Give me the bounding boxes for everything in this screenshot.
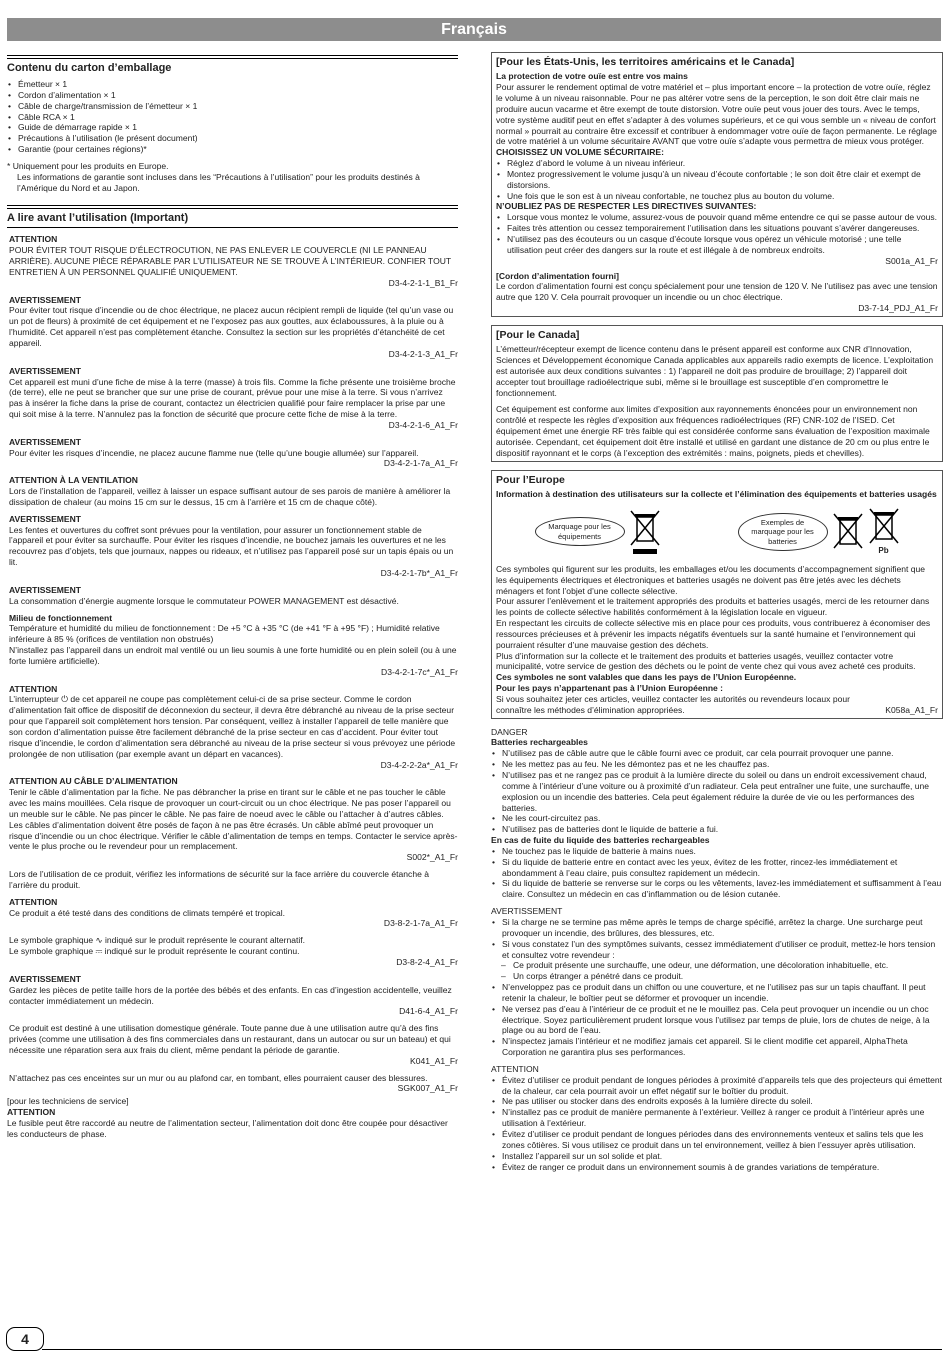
list-item: • Ne pas utiliser ou stocker dans des endroits exposés à la lumière directe du soleil.: [491, 1096, 943, 1107]
caution-section: [491, 1064, 943, 1172]
reference-code: D3-7-14_PDJ_A1_Fr: [858, 303, 938, 314]
list-item: • Câble de charge/transmission de l’émetteur × 1: [7, 101, 458, 112]
block-heading: AVERTISSEMENT: [9, 584, 82, 595]
list-item: • Garantie (pour certaines régions)*: [7, 144, 458, 155]
list-item: • Réglez d’abord le volume à un niveau inférieur.: [496, 158, 938, 169]
caution-title: ATTENTION: [491, 1063, 539, 1074]
disposal-symbols: [496, 500, 938, 564]
important-title: A lire avant l’utilisation (Important): [7, 212, 189, 225]
block-text: Gardez les pièces de petite taille hors de la portée des bébés et des enfants. En cas d’ingestion accidentelle, veuillez contacter immédiatement un médecin.: [9, 984, 452, 1006]
danger-title: DANGER: [491, 726, 528, 737]
reference-code: S001a_A1_Fr: [885, 255, 938, 266]
block-text: Température et humidité du milieu de fonctionnement : De +5 °C à +35 °C (de +41 °F à +95 °F) ; Humidité relative inférieure à 85 % (orifices de ventilation non obstrués): [9, 623, 440, 645]
reference-code: D3-8-2-4_A1_Fr: [396, 957, 458, 967]
battery-marking-bubble: Exemples de marquage pour les batteries: [738, 513, 828, 552]
warning-list: [491, 917, 943, 960]
contents-section: [7, 55, 458, 193]
reference-code: K041_A1_Fr: [410, 1055, 458, 1066]
list-item: • Ne les court-circuitez pas.: [491, 813, 943, 824]
canada-text: Cet équipement est conforme aux limites d’exposition aux rayonnements énoncées pour un environnement non contrôlé et respecte les règles d’exposition aux fréquences radioélectriques (RF) CNR-102 de l’ISED. Cet équipement émet une énergie RF très faible qui est considérée conforme sans évaluation de l’exposition maximale autorisée. Cependant, cet équipement doit être installé et utilisé en gardant une distance de 20 cm ou plus entre le dispositif rayonnant et le corps (à l’exception des extrémités : mains, poignets, pieds et chevilles).: [496, 404, 930, 458]
block-heading: ATTENTION AU CÂBLE D’ALIMENTATION: [9, 776, 178, 787]
technicians-label: [pour les techniciens de service]: [7, 1096, 129, 1107]
list-item: – Ce produit présente une surchauffe, une odeur, une déformation, une décoloration inhabituelle, etc.: [491, 960, 943, 971]
paragraph: Ces symboles qui figurent sur les produits, les emballages et/ou les documents d’accompagnement signifient que les équipements électriques et électroniques et batteries usagés ne doivent pas être jetés avec les déchets ménagers et font l’objet d’une collecte sélective.: [496, 563, 926, 596]
europe-title: Pour l’Europe: [496, 473, 565, 486]
block-text: Les fentes et ouvertures du coffret sont prévues pour la ventilation, pour assurer un fonctionnement stable de l’appareil et pour éviter sa surchauffe. Pour éviter les risques d’incendie, ne bouchez jamais les ouvertures et ne les recouvrez pas d’objets, tels que journaux, nappes ou rideaux, et n’utilisez pas l’appareil posé sur un tapis épais ou un lit.: [9, 524, 454, 568]
usa-heading: [Cordon d’alimentation fourni]: [496, 270, 619, 281]
contents-title: Contenu du carton d’emballage: [7, 62, 172, 74]
important-section: [7, 205, 458, 1139]
block-text: L’interrupteur ⏻ de cet appareil ne coupe pas complètement celui-ci de sa prise secteur. Comme le cordon d’alimentation fait office de dispositif de déconnexion du secteur, il devra être débranché au niveau de la prise secteur pour que l’appareil soit complètement hors tension. Par conséquent, veillez à installer l’appareil de telle manière que son cordon d’alimentation puisse être facilement débranché de la prise secteur en cas d’accident. Pour éviter tout risque d’incendie, le cordon d’alimentation sera débranché au niveau de la prise secteur si vous prévoyez une période prolongée de non utilisation (par exemple avant un départ en vacances).: [9, 694, 456, 759]
block-heading: ATTENTION À LA VENTILATION: [9, 475, 138, 486]
europe-box: [491, 470, 943, 719]
footer-rule: [42, 1349, 942, 1350]
europe-text: Si vous souhaitez jeter ces articles, veuillez contacter les autorités ou revendeurs locaux pour connaître les méthodes d’élimination appropriées.: [496, 693, 850, 715]
usa-heading: CHOISISSEZ UN VOLUME SÉCURITAIRE:: [496, 147, 664, 158]
warning-list: [491, 982, 943, 1058]
block-text: La consommation d’énergie augmente lorsque le commutateur POWER MANAGEMENT est désactivé.: [9, 595, 399, 606]
caution-list: [491, 1075, 943, 1173]
block-text: Tenir le câble d’alimentation par la fiche. Ne pas débrancher la prise en tirant sur le câble et ne pas toucher le câble avec les mains mouillées. Cela risque de provoquer un court-circuit ou un choc électrique. Ne pas poser l’appareil ou un meuble sur le câble. Ne pas pincer le câble. Ne pas faire de noeud avec le câble ou l’attacher à d’autres câbles. Les câbles d’alimentation doivent être posés de façon à ne pas être écrasés. Un câble abîmé peut provoquer un risque d’incendie ou un choc électrique. Vérifier le câble d’alimentation de temps en temps. Contacter le service après-vente le plus proche ou le revendeur pour un remplacement.: [9, 787, 458, 852]
right-column: [491, 52, 943, 1172]
paragraph: Pour assurer l’enlèvement et le traitement appropriés des produits et batteries usagés, merci de les retourner dans les points de collecte sélective habilités conformément à la législation locale en vigueur.: [496, 596, 930, 618]
list-item: • Évitez d’utiliser ce produit pendant de longues périodes à proximité d’appareils tels que des projecteurs qui émettent de la chaleur, car cela pourrait avoir un effet négatif sur le boîtier du produit.: [491, 1075, 943, 1097]
list-item: • N’utilisez pas des écouteurs ou un casque d’écoute lorsque vous opérez un véhicule motorisé ; une telle utilisation peut créer des dangers sur la route et est illégale à de nombreux endroits.: [496, 234, 938, 256]
page-number: 4: [6, 1327, 44, 1351]
list-item: • Si du liquide de batterie se renverse sur le corps ou les vêtements, lavez-les immédiatement et suffisamment à l’eau claire. Consultez un médecin en cas d’inflammation ou de lésion cutanée.: [491, 878, 943, 900]
crossed-bin-icon: [832, 512, 864, 552]
warning-title: AVERTISSEMENT: [491, 906, 563, 917]
symbol-dc-text: Le symbole graphique ⎓ indiqué sur le produit représente le courant continu.: [9, 946, 300, 957]
block-heading: ATTENTION: [9, 896, 58, 907]
list-item: • N’installez pas ce produit de manière permanente à l’extérieur. Veillez à ranger ce produit à l’intérieur après une utilisation à l’extérieur.: [491, 1107, 943, 1129]
list-item: • Si vous constatez l’un des symptômes suivants, cessez immédiatement d’utiliser ce produit, mettez-le hors tension et consultez votre revendeur :: [491, 939, 943, 961]
block-text: Pour éviter tout risque d’incendie ou de choc électrique, ne placez aucun récipient rempli de liquide (tel qu’un vase ou un pot de fleurs) à proximité de cet équipement et ne l’exposez pas aux gouttes, aux éclaboussures, à la pluie ou à l’humidité. Cet appareil n’est pas complètement étanche. Consultez la section sur les propriétés d’étanchéité de cet appareil.: [9, 305, 454, 348]
block-heading: ATTENTION: [9, 234, 58, 245]
block-heading: AVERTISSEMENT: [9, 436, 82, 447]
list-item: • Ne touchez pas le liquide de batterie à mains nues.: [491, 846, 943, 857]
equipment-marking-bubble: Marquage pour les équipements: [535, 517, 625, 546]
list-item: • Ne les mettez pas au feu. Ne les démontez pas et ne les chauffez pas.: [491, 759, 943, 770]
list-item: • N’utilisez pas de câble autre que le câble fourni avec ce produit, car cela pourrait provoquer une panne.: [491, 748, 943, 759]
reference-code: D3-4-2-1-7c*_A1_Fr: [381, 666, 458, 677]
block-heading: AVERTISSEMENT: [9, 973, 82, 984]
list-item: • Câble RCA × 1: [7, 112, 458, 123]
list-item: • Si la charge ne se termine pas même après le temps de charge spécifié, arrêtez la charge. Une surcharge peut provoquer un incendie, des brûlures, des blessures, etc.: [491, 917, 943, 939]
block-text: Cet appareil est muni d’une fiche de mise à la terre (masse) à trois fils. Comme la fiche présente une troisième broche (de terre), elle ne peut se brancher que sur une prise de courant, prévue pour une mise à la terre. Si vous n’arrivez pas à insérer la fiche dans la prise de courant, contactez un électricien qualifié pour faire remplacer la prise par une qui soit mise à la terre. N’annulez pas la fonction de sécurité que procure cette fiche de mise à la terre.: [9, 376, 456, 420]
contents-list: [7, 79, 458, 155]
list-item: • Guide de démarrage rapide × 1: [7, 122, 458, 133]
list-item: • Faites très attention ou cessez temporairement l’utilisation dans les situations pouvant s’avérer dangereuses.: [496, 223, 938, 234]
usa-text: Pour assurer le rendement optimal de votre matériel et – plus important encore – la protection de votre ouïe, réglez le volume à un niveau raisonnable. Pour ne pas altérer votre sens de la perception, le son doit être clair mais ne produire aucun vacarme et être exempt de toute distorsion. Votre ouïe peut vous jouer des tours. Avec le temps, votre système auditif peut en effet s’adapter à des volumes supérieurs, et ce qui vous semble un « niveau de confort normal » pourrait au contraire être excessif et contribuer à endommager votre ouïe de façon permanente. Le réglage de votre matériel à un volume sécuritaire AVANT que votre ouïe s’adapte vous permettra de mieux vous protéger.: [496, 82, 937, 147]
reference-code: D3-4-2-1-6_A1_Fr: [388, 419, 458, 430]
reference-code: D3-4-2-1-7b*_A1_Fr: [380, 568, 458, 578]
warning-section: [491, 906, 943, 1058]
list-item: • Cordon d’alimentation × 1: [7, 90, 458, 101]
danger-heading: Batteries rechargeables: [491, 737, 588, 748]
reference-code: D3-8-2-1-7a_A1_Fr: [383, 918, 458, 929]
block-heading: ATTENTION: [7, 1107, 56, 1118]
paragraph: En respectant les circuits de collecte sélective mis en place pour ces produits, vous contribuerez à économiser des ressources précieuses et à prévenir les impacts négatifs éventuels sur la santé humaine et l’environnement qui pourraient résulter d’une mauvaise gestion des déchets.: [496, 618, 931, 650]
block-heading: AVERTISSEMENT: [9, 294, 82, 305]
reference-code: D41-6-4_A1_Fr: [399, 1006, 458, 1017]
block-text: N’attachez pas ces enceintes sur un mur ou au plafond car, en tombant, elles pourraient causer des blessures.: [9, 1072, 428, 1083]
block-text: Lors de l’utilisation de ce produit, vérifiez les informations de sécurité sur la face arrière du couvercle étanche à l’arrière du produit.: [9, 869, 429, 890]
usa-box: [491, 52, 943, 317]
canada-box: [491, 325, 943, 462]
block-heading: Milieu de fonctionnement: [9, 612, 113, 623]
reference-code: D3-4-2-1-1_B1_Fr: [388, 277, 458, 288]
reference-code: SGK007_A1_Fr: [397, 1083, 458, 1094]
europe-subtitle: Information à destination des utilisateurs sur la collecte et l’élimination des équipements et batteries usagés: [496, 488, 937, 499]
list-item: • Installez l’appareil sur un sol solide et plat.: [491, 1151, 943, 1162]
language-banner: Français: [7, 18, 941, 41]
symbol-ac-text: Le symbole graphique ∿ indiqué sur le produit représente le courant alternatif.: [9, 935, 306, 946]
list-item: • N’enveloppez pas ce produit dans un chiffon ou une couverture, et ne l’utilisez pas sur un tapis chauffant. Il peut retenir la chaleur, le boîtier peut se déformer et provoquer un incendie.: [491, 982, 943, 1004]
crossed-bin-icon: [629, 509, 661, 555]
pb-label: Pb: [878, 546, 889, 556]
block-text: Ce produit est destiné à une utilisation domestique générale. Toute panne due à une utilisation autre qu’à des fins privées (comme une utilisation à des fins commerciales dans un restaurant, dans un autocar ou sur un bateau) et qui nécessite une réparation sera aux frais du client, même pendant la période de garantie.: [9, 1023, 451, 1055]
block-text: Le fusible peut être raccordé au neutre de l’alimentation secteur, l’alimentation doit donc être coupée pour désactiver les conducteurs de phase.: [7, 1117, 448, 1139]
block-text: Ce produit a été testé dans des conditions de climats tempéré et tropical.: [9, 907, 286, 918]
reference-code: D3-4-2-1-3_A1_Fr: [388, 348, 458, 359]
block-text: POUR ÉVITER TOUT RISQUE D’ÉLECTROCUTION, NE PAS ENLEVER LE COUVERCLE (NI LE PANNEAU ARRIÈRE). AUCUNE PIÈCE RÉPARABLE PAR L’UTILISATEUR NE SE TROUVE À L’INTÉRIEUR. CONFIER TOUT ENTRETIEN À UN PERSONNEL QUALIFIÉ UNIQUEMENT.: [9, 245, 452, 277]
europe-bold-note: Ces symboles ne sont valables que dans les pays de l’Union Européenne.: [496, 672, 797, 683]
usa-list: [496, 158, 938, 201]
danger-list: [491, 846, 943, 900]
list-item: • Évitez d’utiliser ce produit pendant de longues périodes dans des environnements venteux et salins tels que les zones côtières. Si vous utilisez ce produit dans un tel environnement, veillez à bien l’essuyer après utilisation.: [491, 1129, 943, 1151]
usa-list: [496, 212, 938, 255]
list-item: • N’inspectez jamais l’intérieur et ne modifiez jamais cet appareil. Si le client modifie cet appareil, AlphaTheta Corporation ne garantira plus ses performances.: [491, 1036, 943, 1058]
danger-list: [491, 748, 943, 835]
reference-code: D3-4-2-2-2a*_A1_Fr: [380, 759, 458, 770]
block-heading: AVERTISSEMENT: [9, 365, 82, 376]
block-text: N’installez pas l’appareil dans un endroit mal ventilé ou un lieu soumis à une forte humidité ou en plein soleil (ou à une forte lumière artificielle).: [9, 645, 457, 666]
danger-section: [491, 727, 943, 901]
list-item: – Un corps étranger a pénétré dans ce produit.: [491, 971, 943, 982]
list-item: • Évitez de ranger ce produit dans un environnement soumis à de grandes variations de température.: [491, 1162, 943, 1173]
reference-code: K058a_A1_Fr: [885, 704, 938, 715]
list-item: • Montez progressivement le volume jusqu’à un niveau d’écoute confortable ; le son doit être clair et exempt de distorsions.: [496, 169, 938, 191]
canada-text: L’émetteur/récepteur exempt de licence contenu dans le présent appareil est conforme aux CNR d’Innovation, Sciences et Développement économique Canada applicables aux appareils radio exempts de licence. L’exploitation est autorisée aux deux conditions suivantes : 1) l’appareil ne doit pas produire de brouillage; 2) l’appareil doit accepter tout brouillage radioélectrique subi, même si le brouillage est susceptible d’en compromettre le fonctionnement.: [496, 344, 934, 398]
canada-title: [Pour le Canada]: [496, 328, 580, 341]
block-heading: ATTENTION: [9, 683, 58, 694]
usa-heading: N’OUBLIEZ PAS DE RESPECTER LES DIRECTIVES SUIVANTES:: [496, 201, 757, 212]
block-heading: AVERTISSEMENT: [9, 513, 82, 524]
reference-code: D3-4-2-1-7a_A1_Fr: [383, 458, 458, 469]
block-text: Lors de l’installation de l’appareil, veillez à laisser un espace suffisant autour de ses parois de manière à améliorer la dissipation de chaleur (au moins 15 cm sur le dessus, 15 cm à l’arrière et 15 cm de chaque côté).: [9, 486, 451, 507]
list-item: • N’utilisez pas de batteries dont le liquide de batterie a fui.: [491, 824, 943, 835]
usa-title: [Pour les États-Unis, les territoires américains et le Canada]: [496, 56, 795, 68]
list-item: • Ne versez pas d’eau à l’intérieur de ce produit et ne le mouillez pas. Cela peut provoquer un incendie ou un choc électrique. Soyez particulièrement prudent lorsque vous l’utilisez par temps de pluie, lors de chutes de neige, à la plage ou au bord de l’eau.: [491, 1004, 943, 1037]
list-item: • Émetteur × 1: [7, 79, 458, 90]
warning-dash-list: [491, 960, 943, 982]
crossed-bin-pb-icon: [868, 507, 900, 547]
europe-paragraphs: [496, 564, 938, 672]
list-item: • Une fois que le son est à un niveau confortable, ne touchez plus au bouton du volume.: [496, 191, 938, 202]
reference-code: S002*_A1_Fr: [406, 852, 458, 863]
europe-bold-note: Pour les pays n’appartenant pas à l’Union Européenne :: [496, 683, 724, 694]
list-item: • Précautions à l’utilisation (le présent document): [7, 133, 458, 144]
usa-subtitle: La protection de votre ouïe est entre vos mains: [496, 71, 688, 82]
usa-text: Le cordon d’alimentation fourni est conçu spécialement pour une tension de 120 V. Ne l’utilisez pas avec une tension autre que 120 V. Cela pourrait provoquer un incendie ou un choc électrique.: [496, 281, 938, 303]
contents-note-2: Les informations de garantie sont incluses dans les “Précautions à l’utilisation” pour les produits destinés à l’Amérique du Nord et au Japon.: [17, 171, 420, 193]
contents-note: * Uniquement pour les produits en Europe.: [7, 160, 169, 171]
paragraph: Plus d’information sur la collecte et le traitement des produits et batteries usagés, veuillez contacter votre municipalité, votre service de gestion des déchets ou le point de vente chez qui vous avez acheté ces produits.: [496, 650, 916, 672]
block-text: Pour éviter les risques d’incendie, ne placez aucune flamme nue (telle qu’une bougie allumée) sur l’appareil.: [9, 447, 419, 458]
list-item: • N’utilisez pas et ne rangez pas ce produit à la lumière directe du soleil ou dans un endroit excessivement chaud, comme à l’intérieur d’une voiture ou à proximité d’un radiateur. Cela peut entraîner une fuite, une surchauffe, une explosion ou un incendie des batteries. Cela peut également réduire la durée de vie ou les performances des batteries.: [491, 770, 943, 813]
left-column: [7, 55, 458, 1148]
danger-heading: En cas de fuite du liquide des batteries rechargeables: [491, 835, 710, 846]
list-item: • Lorsque vous montez le volume, assurez-vous de pouvoir quand même entendre ce qui se passe autour de vous.: [496, 212, 938, 223]
list-item: • Si du liquide de batterie entre en contact avec les yeux, évitez de les frotter, rincez-les immédiatement et abondamment à l’eau claire, puis consultez rapidement un médecin.: [491, 857, 943, 879]
